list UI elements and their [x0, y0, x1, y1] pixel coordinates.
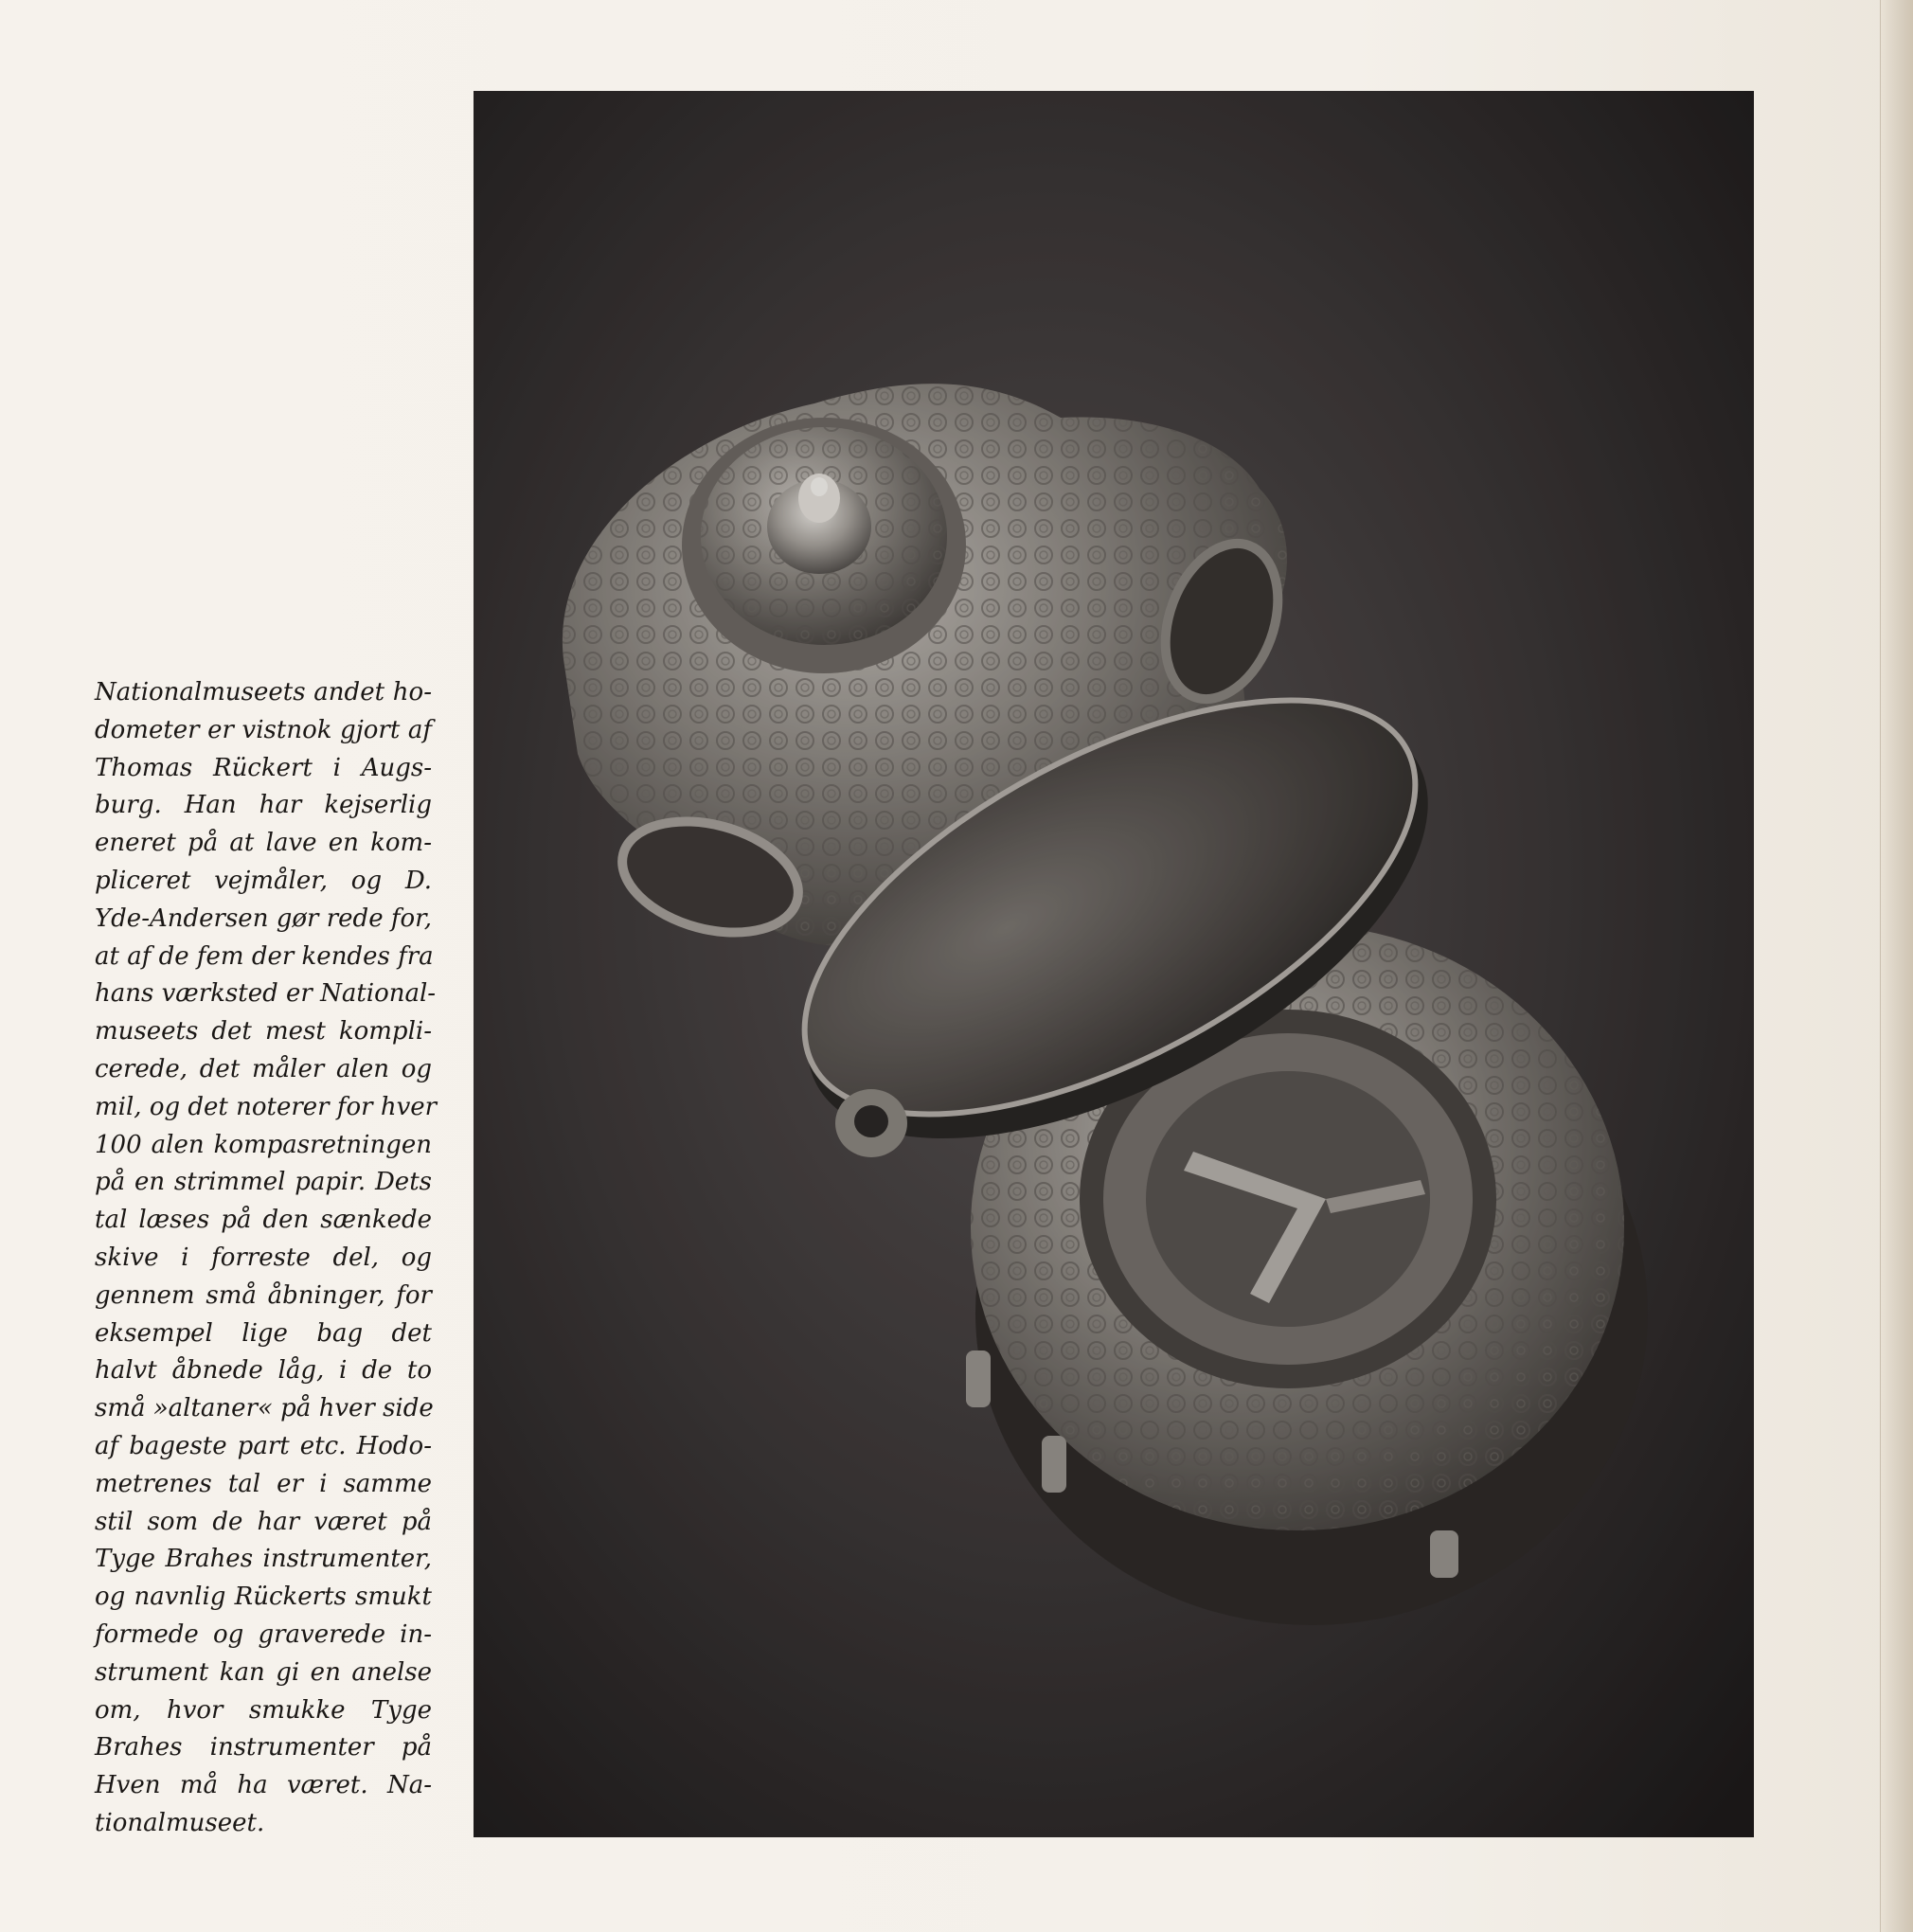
caption-line: cerede, det måler alen og — [95, 1054, 432, 1083]
caption-line: Tyge Brahes instrumenter, — [95, 1545, 432, 1574]
caption-line: gennem små åbninger, for — [95, 1280, 432, 1310]
caption-line: Brahes instrumenter på — [95, 1733, 432, 1762]
caption-line: 100 alen kompasretningen — [95, 1130, 432, 1159]
caption-line: Thomas Rückert i Augs- — [95, 753, 432, 782]
caption-line: om, hvor smukke Tyge — [95, 1695, 432, 1725]
caption-line: eksempel lige bag det — [95, 1318, 432, 1348]
page-edge — [1880, 0, 1913, 1932]
caption-line: Yde-Andersen gør rede for, — [95, 903, 432, 933]
caption-line: Hven må ha været. Na- — [95, 1771, 432, 1800]
caption-line: halvt åbnede låg, i de to — [95, 1356, 432, 1386]
caption-line: burg. Han har kejserlig — [95, 791, 432, 820]
caption-line: eneret på at lave en kom- — [95, 829, 432, 858]
caption-line: på en strimmel papir. Dets — [95, 1168, 432, 1197]
caption-line: tionalmuseet. — [95, 1808, 265, 1837]
caption-line: stil som de har været på — [95, 1507, 432, 1536]
caption-line: små »altaner« på hver side — [95, 1394, 434, 1423]
caption-line: Nationalmuseets andet ho- — [95, 678, 432, 707]
caption-line: at af de fem der kendes fra — [95, 941, 434, 971]
caption-line: pliceret vejmåler, og D. — [95, 866, 432, 895]
caption-line: strument kan gi en anelse — [95, 1657, 432, 1687]
photo-caption — [95, 674, 438, 1843]
caption-line: metrenes tal er i samme — [95, 1469, 432, 1498]
caption-line: skive i forreste del, og — [95, 1243, 432, 1272]
caption-line: dometer er vistnok gjort af — [95, 715, 432, 744]
caption-line: og navnlig Rückerts smukt — [95, 1583, 432, 1612]
hodometer-photo — [474, 91, 1754, 1837]
caption-line: af bageste part etc. Hodo- — [95, 1431, 432, 1460]
caption-line: mil, og det noterer for hver — [95, 1092, 438, 1121]
caption-line: hans værksted er National- — [95, 979, 437, 1009]
caption-line: tal læses på den sænkede — [95, 1206, 432, 1235]
photograph — [474, 91, 1754, 1837]
caption-line: formede og graverede in- — [95, 1619, 432, 1649]
caption-line: museets det mest kompli- — [95, 1017, 432, 1046]
